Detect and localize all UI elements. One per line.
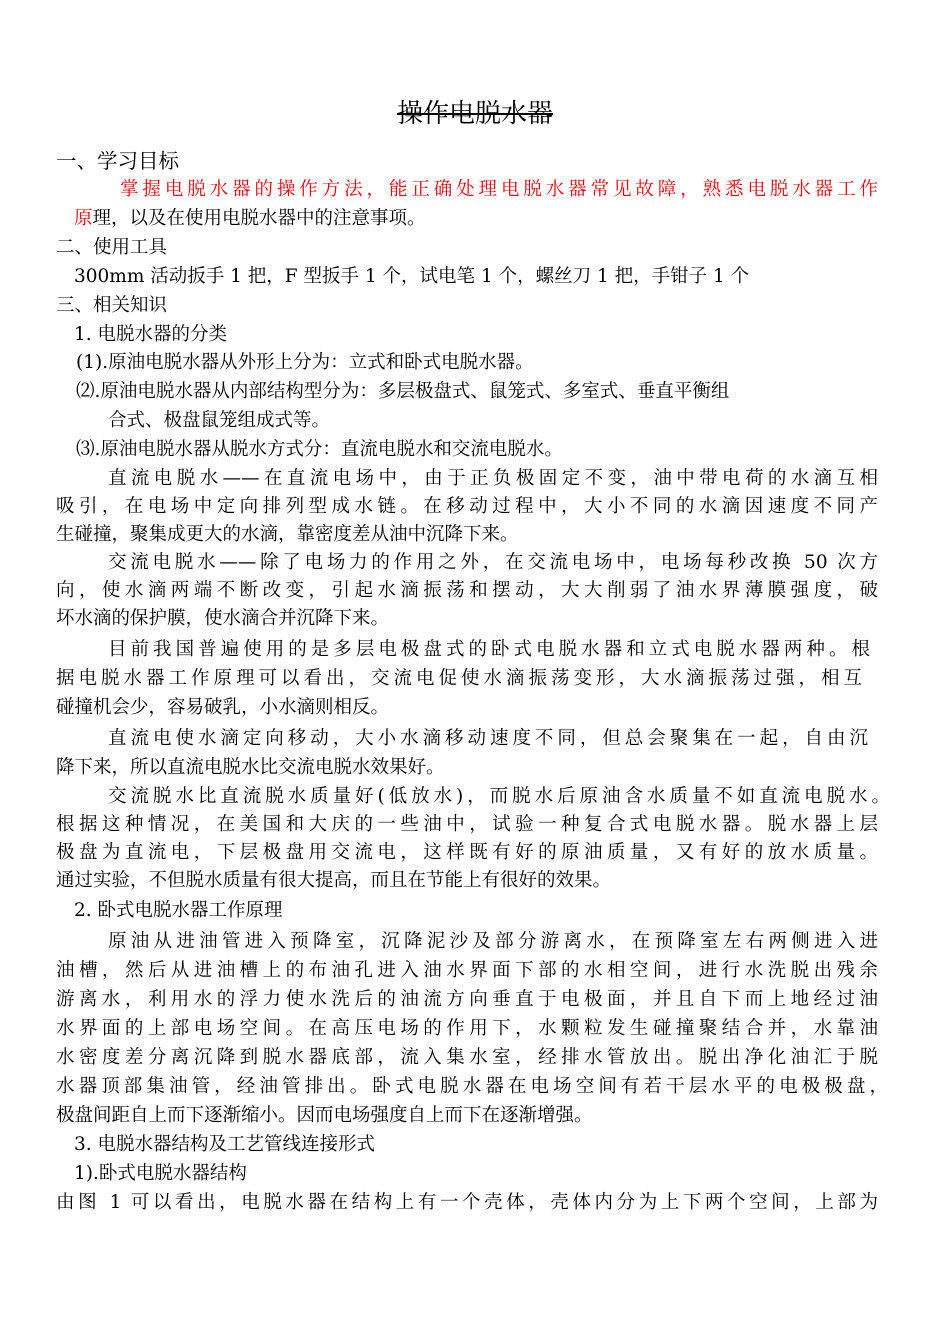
paragraph-line: 吸引，在电场中定向排列型成水链。在移动过程中，大小不同的水滴因速度不同产	[56, 496, 878, 517]
paragraph-line: 极盘为直流电，下层极盘用交流电，这样既有好的原油质量，又有好的放水质量。	[56, 842, 878, 863]
paragraph-line: 坏水滴的保护膜，使水滴合并沉降下来。	[56, 608, 390, 629]
paragraph-line: 目前我国普遍使用的是多层电极盘式的卧式电脱水器和立式电脱水器两种。根	[108, 639, 870, 660]
classification-item-3: ⑶.原油电脱水器从脱水方式分：直流电脱水和交流电脱水。	[76, 439, 563, 460]
objectives-red-char: 原	[74, 208, 93, 229]
section-heading-objectives: 一、学习目标	[56, 149, 179, 173]
section-heading-knowledge: 三、相关知识	[56, 295, 168, 316]
section-heading-tools: 二、使用工具	[56, 237, 168, 258]
paragraph-line: 水密度差分离沉降到脱水器底部，流入集水室，经排水管放出。脱出净化油汇于脱	[56, 1047, 878, 1068]
paragraph-line: 由图 1 可以看出，电脱水器在结构上有一个壳体，壳体内分为上下两个空间，上部为	[56, 1192, 878, 1213]
paragraph-line: 生碰撞，聚集成更大的水滴，靠密度差从油中沉降下来。	[56, 524, 519, 545]
paragraph-line: 水界面的上部电场空间。在高压电场的作用下，水颗粒发生碰撞聚结合并，水靠油	[56, 1018, 878, 1039]
paragraph-line: 极盘间距自上而下逐渐缩小。因而电场强度自上而下在逐渐增强。	[56, 1105, 593, 1126]
tools-list: 300mm 活动扳手 1 把，F 型扳手 1 个，试电笔 1 个，螺丝刀 1 把，手钳子 1 个	[74, 266, 750, 287]
paragraph-line: 交流电脱水——除了电场力的作用之外，在交流电场中，电场每秒改换 50 次方	[108, 552, 878, 573]
paragraph-line: 原油从进油管进入预降室，沉降泥沙及部分游离水，在预降室左右两侧进入进	[108, 931, 878, 952]
subheading-working-principle: 2. 卧式电脱水器工作原理	[74, 900, 283, 921]
objectives-line-2-rest: 理，以及在使用电脱水器中的注意事项。	[92, 208, 426, 229]
paragraph-line: 直流电脱水——在直流电场中，由于正负极固定不变，油中带电荷的水滴互相	[108, 468, 878, 489]
page-title: 操作电脱水器	[396, 99, 553, 129]
paragraph-line: 根据这种情况，在美国和大庆的一些油中，试验一种复合式电脱水器。脱水器上层	[56, 814, 878, 835]
paragraph-line: 通过实验，不但脱水质量有很大提高，而且在节能上有很好的效果。	[56, 870, 612, 891]
objectives-line-1: 掌握电脱水器的操作方法，能正确处理电脱水器常见故障，熟悉电脱水器工作	[120, 179, 878, 200]
paragraph-line: 降下来，所以直流电脱水比交流电脱水效果好。	[56, 757, 445, 778]
subheading-structure: 3. 电脱水器结构及工艺管线连接形式	[74, 1134, 376, 1155]
objectives-line-2	[74, 206, 426, 232]
paragraph-line: 油槽，然后从进油槽上的布油孔进入油水界面下部的水相空间，进行水洗脱出残余	[56, 960, 878, 981]
paragraph-line: 直流电使水滴定向移动，大小水滴移动速度不同，但总会聚集在一起，自由沉	[108, 728, 868, 749]
paragraph-line: 游离水，利用水的浮力使水洗后的油流方向垂直于电极面，并且自下而上地经过油	[56, 989, 878, 1010]
subheading-classification: 1. 电脱水器的分类	[74, 324, 228, 345]
classification-item-2: ⑵.原油电脱水器从内部结构型分为：多层极盘式、鼠笼式、多室式、垂直平衡组	[76, 381, 730, 402]
paragraph-line: 交流脱水比直流脱水质量好(低放水)，而脱水后原油含水质量不如直流电脱水。	[108, 786, 890, 807]
paragraph-line: 水器顶部集油管，经油管排出。卧式电脱水器在电场空间有若干层水平的电极极盘，	[56, 1076, 888, 1097]
paragraph-line: 向，使水滴两端不断改变，引起水滴振荡和摆动，大大削弱了油水界薄膜强度，破	[56, 580, 878, 601]
structure-item-1: 1).卧式电脱水器结构	[74, 1163, 247, 1184]
paragraph-line: 据电脱水器工作原理可以看出，交流电促使水滴振荡变形，大水滴振荡过强，相互	[56, 668, 862, 689]
paragraph-line: 碰撞机会少，容易破乳，小水滴则相反。	[56, 697, 390, 718]
classification-item-1: (1).原油电脱水器从外形上分为：立式和卧式电脱水器。	[76, 352, 534, 373]
classification-item-2-cont: 合式、极盘鼠笼组成式等。	[108, 410, 331, 431]
